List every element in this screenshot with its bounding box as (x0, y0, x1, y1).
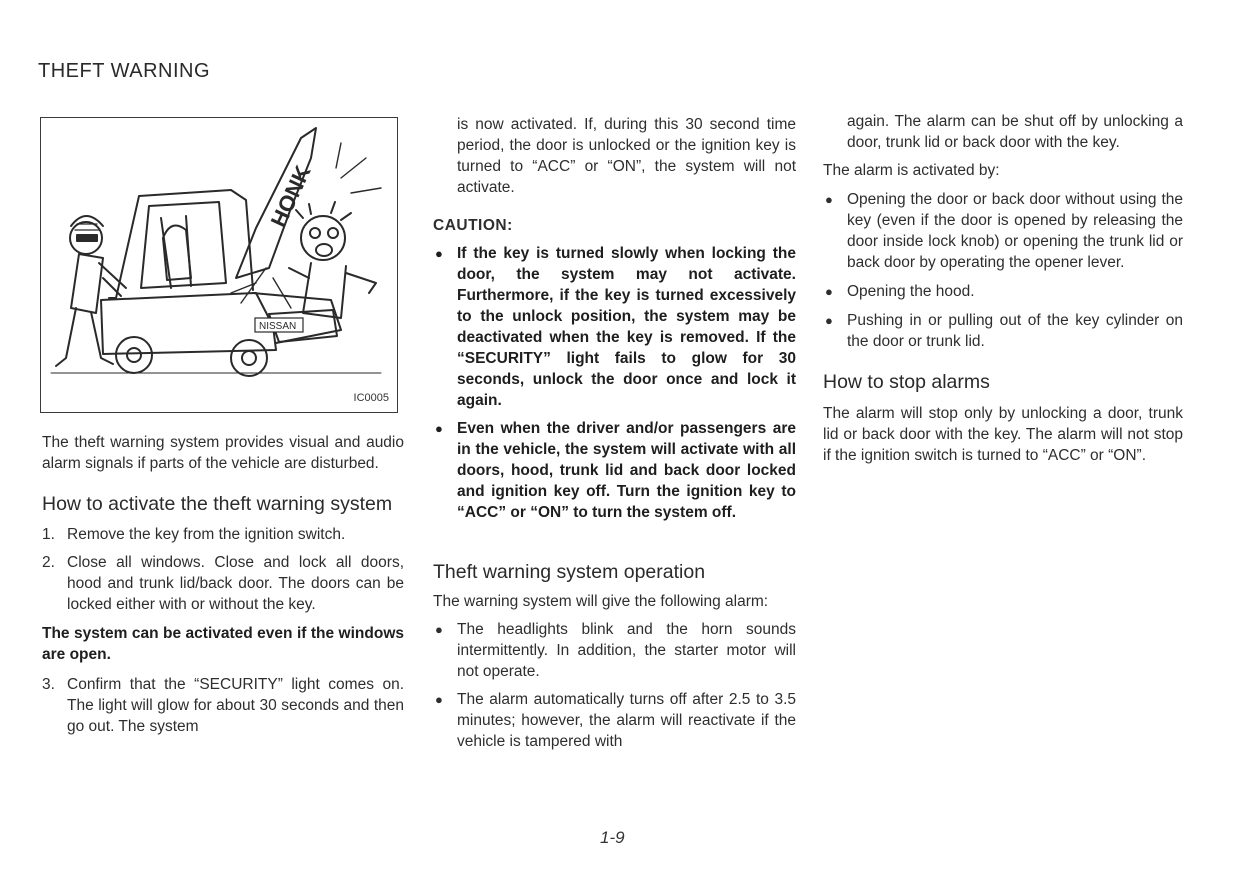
continued-paragraph: is now activated. If, during this 30 second time period, the door is unlocked or the ignition key is turned to “ACC” or “ON”, the system will not activate. (457, 116, 796, 196)
bullet-icon: ● (435, 421, 443, 436)
honk-text: HONK (265, 161, 316, 231)
front-wheel (231, 340, 267, 376)
continued-paragraph: again. The alarm can be shut off by unlocking a door, trunk lid or back door with the key. (847, 113, 1183, 151)
operation-text: The alarm automatically turns off after 2.5 to 3.5 minutes; however, the alarm will reactivate if the vehicle is tampered with (457, 691, 796, 750)
section-heading-operation: Theft warning system operation (433, 561, 706, 583)
section-heading-activate: How to activate the theft warning system (42, 493, 393, 515)
step-text: Remove the key from the ignition switch. (67, 526, 346, 543)
caution-text: If the key is turned slowly when locking the door, the system may not activate. Furthermore, if the key is turned excessively to the unlock position, the system may be deactivated when the key is removed. If the “SECURITY” light fails to glow for 30 seconds, unlock the door once and lock it again. (457, 245, 796, 409)
step-text: Confirm that the “SECURITY” light comes on. The light will glow for about 30 seconds and then go out. The system (67, 676, 404, 735)
bullet-icon: ● (435, 622, 443, 637)
operation-item (433, 619, 796, 682)
bullet-icon: ● (435, 246, 443, 261)
theft-illustration (41, 118, 396, 411)
step-item (42, 524, 404, 545)
bullet-icon: ● (825, 192, 833, 207)
operation-item (433, 689, 796, 752)
startled-figure-head (301, 216, 345, 260)
car-body (101, 293, 276, 354)
caution-item (433, 418, 796, 523)
column-middle (433, 114, 796, 752)
trigger-item (823, 310, 1183, 352)
bullet-icon: ● (825, 284, 833, 299)
activated-by-label: The alarm is activated by: (823, 162, 1000, 179)
bullet-icon: ● (435, 692, 443, 707)
column-right (823, 111, 1183, 466)
bullet-icon: ● (825, 313, 833, 328)
step-text: Close all windows. Close and lock all doors, hood and trunk lid/back door. The doors can be locked either with or without the key. (67, 554, 404, 613)
stop-paragraph: The alarm will stop only by unlocking a door, trunk lid or back door with the key. The alarm will not stop if the ignition switch is turned to “ACC” or “ON”. (823, 405, 1183, 464)
caution-text: Even when the driver and/or passengers are in the vehicle, the system will activate with all doors, hood, trunk lid and back door locked and ignition key off. Turn the ignition key to “ACC” or “ON” to turn the system off. (457, 420, 796, 521)
trigger-item (823, 189, 1183, 273)
car-cab-outline (109, 190, 253, 298)
page-number: 1-9 (600, 828, 625, 847)
step-number: 1. (42, 526, 55, 543)
trigger-text: Opening the door or back door without using the key (even if the door is opened by releasing the door inside lock knob) or opening the trunk lid or back door by operating the opener lever. (847, 191, 1183, 271)
step-number: 2. (42, 554, 55, 571)
column-left (42, 432, 404, 737)
bold-note: The system can be activated even if the windows are open. (42, 625, 404, 663)
trigger-text: Opening the hood. (847, 283, 975, 300)
step-item (42, 552, 404, 615)
page-title: THEFT WARNING (38, 60, 211, 82)
step-item (42, 674, 404, 737)
operation-text: The headlights blink and the horn sounds intermittently. In addition, the starter motor will not operate. (457, 621, 796, 680)
rear-wheel (116, 337, 152, 373)
section-heading-stop: How to stop alarms (823, 371, 990, 393)
step-number: 3. (42, 676, 55, 693)
caution-heading: CAUTION: (433, 217, 513, 234)
operation-intro: The warning system will give the following alarm: (433, 593, 769, 610)
caution-item (433, 243, 796, 411)
figure-code: IC0005 (353, 392, 389, 404)
car-window (141, 202, 226, 288)
intro-paragraph: The theft warning system provides visual and audio alarm signals if parts of the vehicle are disturbed. (42, 434, 404, 472)
illustration-frame (40, 117, 398, 413)
trigger-text: Pushing in or pulling out of the key cylinder on the door or trunk lid. (847, 312, 1183, 350)
license-plate-text: NISSAN (259, 321, 297, 332)
trigger-item (823, 281, 1183, 302)
